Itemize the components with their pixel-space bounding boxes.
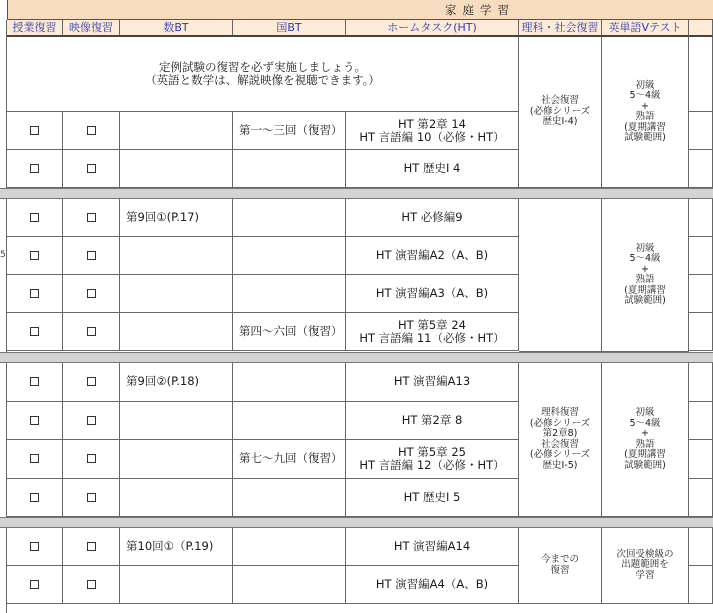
column-header: 数BT bbox=[120, 20, 233, 37]
japanese-bt-text: 第一〜三回（復習） bbox=[239, 123, 343, 137]
vocab-test-scope-line: 初級 bbox=[635, 242, 655, 254]
checkbox-cell[interactable] bbox=[7, 440, 63, 479]
science-social-review bbox=[519, 363, 602, 517]
column-header: 国BT bbox=[233, 20, 346, 37]
home-task-cell bbox=[346, 479, 519, 518]
column-header: 英単語Vテスト bbox=[602, 20, 689, 37]
vocab-test-scope-line: 初級 bbox=[635, 407, 655, 418]
japanese-bt-cell bbox=[233, 199, 346, 237]
checkbox-cell[interactable] bbox=[63, 313, 120, 351]
blank-cell bbox=[689, 237, 713, 275]
science-social-review-line: (必修シリーズ bbox=[529, 105, 591, 117]
home-task-text: HT 演習編A3（A、B) bbox=[375, 286, 489, 300]
checkbox-cell[interactable] bbox=[7, 363, 63, 402]
home-task-cell bbox=[346, 150, 519, 188]
vocab-test-scope-line: 熟語 bbox=[635, 438, 655, 450]
checkbox-cell[interactable] bbox=[63, 440, 120, 479]
checkbox-cell[interactable] bbox=[63, 150, 120, 188]
japanese-bt-cell bbox=[233, 363, 346, 402]
home-task-cell bbox=[346, 402, 519, 441]
home-task-cell bbox=[346, 440, 519, 479]
video-review-checkbox[interactable] bbox=[87, 126, 96, 135]
vocab-test-scope-line: 初級 bbox=[635, 79, 655, 91]
home-task-cell bbox=[346, 275, 519, 313]
blank-cell bbox=[689, 479, 713, 518]
week-separator bbox=[0, 188, 713, 199]
vocab-test-scope bbox=[602, 528, 689, 604]
japanese-bt-cell bbox=[233, 566, 346, 604]
science-social-review-line: 歴史Ⅰ-4) bbox=[542, 116, 578, 128]
vocab-test-scope-line: 5〜4級 bbox=[629, 90, 661, 101]
home-task-text: HT 第5章 25 bbox=[398, 444, 466, 459]
japanese-bt-cell bbox=[233, 237, 346, 275]
science-social-review-line: (必修シリーズ bbox=[529, 449, 591, 460]
video-review-checkbox[interactable] bbox=[87, 251, 96, 260]
checkbox-cell[interactable] bbox=[7, 112, 63, 150]
column-header-blank bbox=[689, 20, 713, 37]
math-bt-cell bbox=[120, 112, 233, 150]
home-task-text: HT 演習編A2（A、B) bbox=[375, 248, 489, 262]
lesson-review-checkbox[interactable] bbox=[30, 542, 39, 551]
japanese-bt-cell bbox=[233, 275, 346, 313]
checkbox-cell[interactable] bbox=[7, 237, 63, 275]
week-separator bbox=[0, 517, 713, 528]
lesson-review-checkbox[interactable] bbox=[30, 377, 39, 386]
checkbox-cell[interactable] bbox=[63, 479, 120, 518]
lesson-review-checkbox[interactable] bbox=[30, 493, 39, 502]
japanese-bt-cell bbox=[233, 112, 346, 150]
video-review-checkbox[interactable] bbox=[87, 580, 96, 589]
science-social-review-line: 歴史Ⅰ-5) bbox=[542, 459, 578, 471]
vocab-test-scope bbox=[602, 37, 689, 188]
home-task-cell bbox=[346, 199, 519, 237]
japanese-bt-text: 第四〜六回（復習） bbox=[239, 324, 343, 338]
home-task-cell bbox=[346, 363, 519, 402]
lesson-review-checkbox[interactable] bbox=[30, 416, 39, 425]
math-bt-cell bbox=[120, 275, 233, 313]
vocab-test-scope-line: 試験範囲) bbox=[624, 459, 666, 471]
checkbox-cell[interactable] bbox=[7, 199, 63, 237]
lesson-review-checkbox[interactable] bbox=[30, 213, 39, 222]
home-task-text: HT 第5章 24 bbox=[398, 317, 466, 332]
home-task-cell bbox=[346, 313, 519, 351]
home-task-text: HT 歴史Ⅰ 4 bbox=[403, 161, 461, 175]
blank-cell bbox=[689, 440, 713, 479]
blank-cell bbox=[689, 150, 713, 188]
math-bt-text: 第9回②(P.18) bbox=[126, 374, 200, 389]
video-review-checkbox[interactable] bbox=[87, 454, 96, 463]
math-bt-cell bbox=[120, 313, 233, 351]
checkbox-cell[interactable] bbox=[63, 566, 120, 604]
video-review-checkbox[interactable] bbox=[87, 416, 96, 425]
science-social-review-line: 第2章8) bbox=[542, 428, 578, 439]
home-task-text: HT 必修編9 bbox=[401, 210, 463, 224]
video-review-checkbox[interactable] bbox=[87, 164, 96, 173]
math-bt-cell bbox=[120, 199, 233, 237]
japanese-bt-cell bbox=[233, 528, 346, 566]
blank-cell bbox=[689, 566, 713, 604]
lesson-review-checkbox[interactable] bbox=[30, 126, 39, 135]
home-task-text: HT 言語編 12（必修・HT） bbox=[359, 457, 505, 472]
home-task-cell bbox=[346, 566, 519, 604]
vocab-test-scope-line: (夏期講習 bbox=[624, 121, 666, 133]
home-task-text: HT 第2章 8 bbox=[401, 412, 463, 427]
math-bt-cell bbox=[120, 402, 233, 441]
vocab-test-scope bbox=[602, 199, 689, 352]
blank-cell bbox=[689, 363, 713, 402]
japanese-bt-cell bbox=[233, 402, 346, 441]
vocab-test-scope-line: + bbox=[641, 100, 649, 112]
notice-line: 定例試験の復習を必ず実施しましょう。 bbox=[159, 60, 366, 74]
math-bt-cell bbox=[120, 237, 233, 275]
blank-cell bbox=[689, 313, 713, 351]
home-task-text: HT 言語編 11（必修・HT） bbox=[359, 330, 505, 345]
lesson-review-checkbox[interactable] bbox=[30, 289, 39, 298]
science-social-review-line: 社会復習 bbox=[540, 95, 579, 107]
home-task-cell bbox=[346, 528, 519, 566]
math-bt-cell bbox=[120, 528, 233, 566]
vocab-test-scope-line: 試験範囲) bbox=[624, 132, 666, 143]
math-bt-cell bbox=[120, 479, 233, 518]
home-task-text: HT 言語編 10（必修・HT） bbox=[359, 129, 505, 144]
lesson-review-checkbox[interactable] bbox=[30, 580, 39, 589]
math-bt-text: 第10回①（P.19) bbox=[126, 539, 214, 553]
video-review-checkbox[interactable] bbox=[87, 542, 96, 551]
vocab-test-scope-line: 熟語 bbox=[635, 274, 655, 285]
lesson-review-checkbox[interactable] bbox=[30, 454, 39, 463]
video-review-checkbox[interactable] bbox=[87, 327, 96, 336]
column-header: ホームタスク(HT) bbox=[346, 20, 519, 37]
blank-cell bbox=[689, 199, 713, 237]
blank-cell bbox=[689, 112, 713, 150]
vocab-test-scope-line: (夏期講習 bbox=[624, 284, 666, 296]
checkbox-cell[interactable] bbox=[63, 199, 120, 237]
checkbox-cell[interactable] bbox=[7, 402, 63, 441]
science-social-review-line: 今までの bbox=[540, 554, 579, 565]
column-header: 理科・社会復習 bbox=[519, 20, 602, 37]
japanese-bt-cell bbox=[233, 150, 346, 188]
science-social-review-line: 復習 bbox=[550, 564, 570, 576]
checkbox-cell[interactable] bbox=[63, 528, 120, 566]
science-social-review-line: 理科復習 bbox=[540, 407, 579, 418]
home-task-text: HT 演習編A4（A、B) bbox=[375, 577, 489, 591]
checkbox-cell[interactable] bbox=[7, 479, 63, 518]
home-task-text: HT 演習編A14 bbox=[393, 539, 471, 553]
vocab-test-scope-line: + bbox=[641, 263, 649, 275]
vocab-test-scope-line: (夏期講習 bbox=[624, 449, 666, 460]
lesson-review-checkbox[interactable] bbox=[30, 327, 39, 336]
lesson-review-checkbox[interactable] bbox=[30, 251, 39, 260]
home-task-cell bbox=[346, 112, 519, 150]
math-bt-cell bbox=[120, 363, 233, 402]
column-header: 授業復習 bbox=[7, 20, 63, 37]
lesson-review-checkbox[interactable] bbox=[30, 164, 39, 173]
japanese-bt-cell bbox=[233, 313, 346, 351]
vocab-test-scope-line: 出題範囲を bbox=[621, 559, 669, 571]
vocab-test-scope bbox=[602, 363, 689, 517]
title-band bbox=[7, 0, 713, 20]
blank-cell bbox=[689, 275, 713, 313]
checkbox-cell[interactable] bbox=[7, 150, 63, 188]
home-task-text: HT 演習編A13 bbox=[393, 374, 471, 389]
column-header: 映像復習 bbox=[63, 20, 120, 37]
home-task-text: HT 第2章 14 bbox=[398, 116, 466, 131]
video-review-checkbox[interactable] bbox=[87, 377, 96, 386]
blank-cell bbox=[689, 528, 713, 566]
vocab-test-scope-line: 学習 bbox=[635, 569, 655, 581]
checkbox-cell[interactable] bbox=[63, 112, 120, 150]
japanese-bt-cell bbox=[233, 440, 346, 479]
home-task-text: HT 歴史Ⅰ 5 bbox=[403, 489, 461, 504]
japanese-bt-cell bbox=[233, 479, 346, 518]
vocab-test-scope-line: + bbox=[641, 428, 649, 439]
math-bt-cell bbox=[120, 150, 233, 188]
blank-cell bbox=[689, 37, 713, 112]
science-social-review bbox=[519, 528, 602, 604]
checkbox-cell[interactable] bbox=[63, 402, 120, 441]
checkbox-cell[interactable] bbox=[7, 275, 63, 313]
checkbox-cell[interactable] bbox=[63, 275, 120, 313]
vocab-test-scope-line: 5〜4級 bbox=[629, 417, 661, 429]
video-review-checkbox[interactable] bbox=[87, 493, 96, 502]
science-social-review bbox=[519, 37, 602, 188]
math-bt-text: 第9回①(P.17) bbox=[126, 210, 200, 224]
video-review-checkbox[interactable] bbox=[87, 289, 96, 298]
checkbox-cell[interactable] bbox=[7, 566, 63, 604]
notice-line: （英語と数学は、解説映像を視聴できます。） bbox=[145, 73, 380, 87]
sheet-title: 家庭学習 bbox=[445, 3, 515, 17]
vocab-test-scope-line: 試験範囲) bbox=[624, 295, 666, 306]
science-social-review-line: (必修シリーズ bbox=[529, 417, 591, 429]
vocab-test-scope-line: 次回受検級の bbox=[616, 548, 674, 560]
math-bt-cell bbox=[120, 566, 233, 604]
exam-review-notice bbox=[7, 37, 519, 112]
checkbox-cell[interactable] bbox=[7, 528, 63, 566]
checkbox-cell[interactable] bbox=[63, 237, 120, 275]
vocab-test-scope-line: 5〜4級 bbox=[629, 253, 661, 264]
edge-mark: 5 bbox=[0, 250, 6, 260]
home-task-cell bbox=[346, 237, 519, 275]
science-social-empty bbox=[519, 199, 602, 352]
science-social-review-line: 社会復習 bbox=[540, 438, 579, 450]
week-separator bbox=[0, 352, 713, 363]
math-bt-cell bbox=[120, 440, 233, 479]
checkbox-cell[interactable] bbox=[7, 313, 63, 351]
vocab-test-scope-line: 熟語 bbox=[635, 111, 655, 122]
video-review-checkbox[interactable] bbox=[87, 213, 96, 222]
checkbox-cell[interactable] bbox=[63, 363, 120, 402]
blank-cell bbox=[689, 402, 713, 441]
japanese-bt-text: 第七〜九回（復習） bbox=[239, 451, 343, 466]
